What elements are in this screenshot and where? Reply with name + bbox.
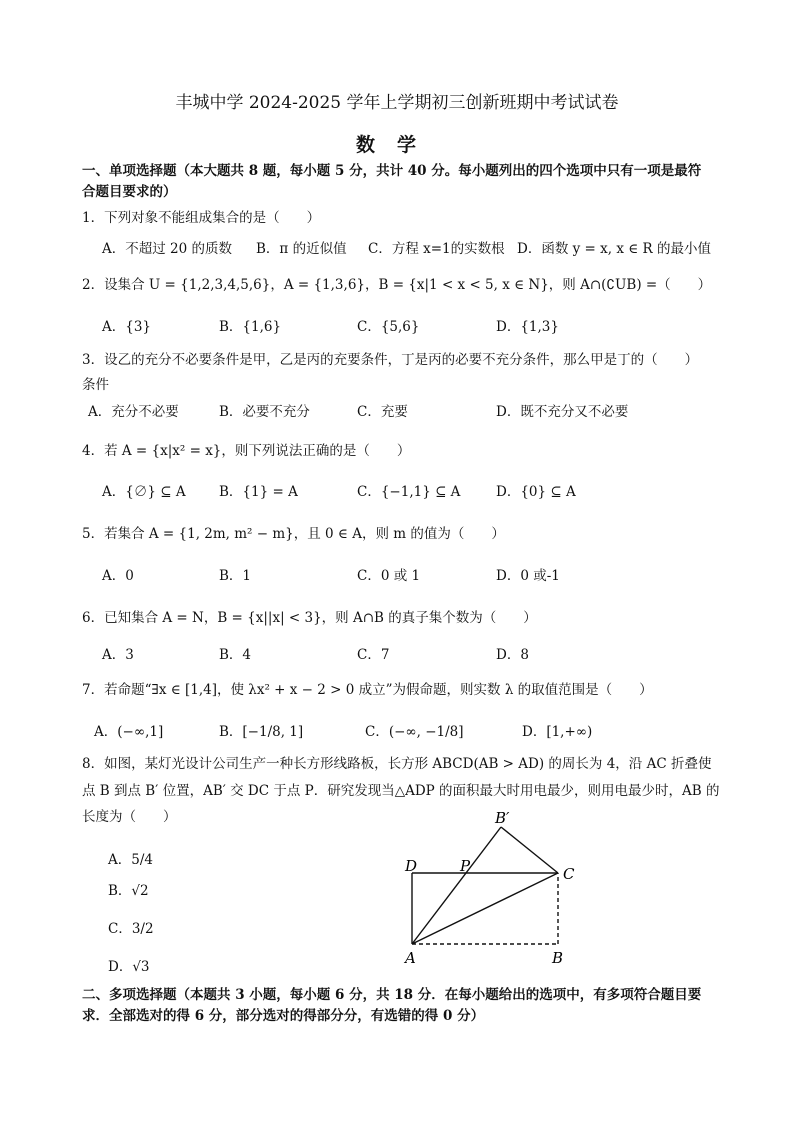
q8-figure-label-p: P xyxy=(460,857,471,875)
q6-option-d: D．8 xyxy=(496,647,529,663)
q3-stem-line2: 条件 xyxy=(82,377,109,393)
q3-stem-line1: 3．设乙的充分不必要条件是甲，乙是丙的充要条件，丁是丙的必要不充分条件，那么甲是丁的（ ） xyxy=(82,352,699,368)
q7-option-a: A．(−∞,1] xyxy=(94,724,164,740)
section2-heading-line1: 二、多项选择题（本题共 3 小题，每小题 6 分，共 18 分．在每小题给出的选项中，有多项符合题目要 xyxy=(82,987,702,1003)
q6-option-c: C．7 xyxy=(357,647,390,663)
q8-option-a: A．5/4 xyxy=(108,852,153,868)
q5-option-b: B．1 xyxy=(219,568,252,584)
q7-stem: 7．若命题“∃x ∈ [1,4]，使 λx² + x − 2 > 0 成立”为假命题，则实数 λ 的取值范围是（ ） xyxy=(82,682,653,698)
q8-figure-edge-abprime xyxy=(412,827,501,944)
q8-figure-diagram xyxy=(395,808,615,978)
q5-option-a: A．0 xyxy=(102,568,134,584)
section2-heading-line2: 求．全部选对的得 6 分，部分选对的得部分分，有选错的得 0 分） xyxy=(82,1008,485,1024)
q8-stem-line1: 8．如图，某灯光设计公司生产一种长方形线路板，长方形 ABCD(AB > AD) 的周长为 4，沿 AC 折叠使 xyxy=(82,756,712,772)
q2-option-b: B．{1,6} xyxy=(219,319,282,335)
q3-option-b: B．必要不充分 xyxy=(219,404,310,420)
q8-figure-label-d: D xyxy=(405,857,418,875)
q4-option-d: D．{0} ⊆ A xyxy=(496,484,576,500)
q4-option-a: A．{∅} ⊆ A xyxy=(102,484,186,500)
q4-stem: 4．若 A = {x|x² = x}，则下列说法正确的是（ ） xyxy=(82,443,411,459)
q8-figure-label-b: B xyxy=(552,949,564,967)
q2-stem: 2．设集合 U = {1,2,3,4,5,6}，A = {1,3,6}，B = {x|1 < x < 5, x ∈ N}，则 A∩(∁UB) =（ ） xyxy=(82,277,712,293)
q6-option-a: A．3 xyxy=(102,647,134,663)
q4-option-c: C．{−1,1} ⊆ A xyxy=(357,484,461,500)
q8-stem-line2: 点 B 到点 B′ 位置，AB′ 交 DC 于点 P．研究发现当△ADP 的面积最大时用电最少，则用电最少时，AB 的 xyxy=(82,783,720,799)
q8-figure-label-c: C xyxy=(563,865,575,883)
subject-title: 数学 xyxy=(355,134,438,156)
q2-option-a: A．{3} xyxy=(102,319,152,335)
q8-figure-label-a: A xyxy=(405,949,416,967)
q2-option-c: C．{5,6} xyxy=(357,319,420,335)
q3-option-d: D．既不充分又不必要 xyxy=(496,404,629,420)
section1-heading-line2: 合题目要求的） xyxy=(82,184,177,200)
q5-stem: 5．若集合 A = {1, 2m, m² − m}，且 0 ∈ A，则 m 的值为（ ） xyxy=(82,526,505,542)
q3-option-c: C．充要 xyxy=(357,404,408,420)
q5-option-c: C．0 或 1 xyxy=(357,568,421,584)
q6-option-b: B．4 xyxy=(219,647,252,663)
q1-option-c: C．方程 x=1的实数根 xyxy=(368,241,505,257)
q8-stem-line3: 长度为（ ） xyxy=(82,809,177,825)
q3-option-a: A．充分不必要 xyxy=(88,404,179,420)
q8-option-d: D．√3 xyxy=(108,959,150,975)
q1-option-d: D．函数 y = x, x ∈ R 的最小值 xyxy=(517,241,711,257)
q7-option-b: B．[−1/8, 1] xyxy=(219,724,304,740)
q4-option-b: B．{1} = A xyxy=(219,484,298,500)
section1-heading-line1: 一、单项选择题（本大题共 8 题，每小题 5 分，共计 40 分。每小题列出的四个选项中只有一项是最符 xyxy=(82,163,702,179)
q1-option-b: B．π 的近似值 xyxy=(256,241,347,257)
q1-stem: 1．下列对象不能组成集合的是（ ） xyxy=(82,210,321,226)
q8-figure-label-bprime: B′ xyxy=(495,809,510,827)
q5-option-d: D．0 或-1 xyxy=(496,568,560,584)
q1-option-a: A．不超过 20 的质数 xyxy=(102,241,233,257)
q7-option-c: C．(−∞, −1/8] xyxy=(365,724,464,740)
q8-figure-diagonal-ac xyxy=(412,873,558,944)
q8-option-b: B．√2 xyxy=(108,883,149,899)
q8-figure-edge-bprimec xyxy=(501,827,558,873)
q7-option-d: D．[1,+∞) xyxy=(522,724,593,740)
q8-option-c: C．3/2 xyxy=(108,921,154,937)
q2-option-d: D．{1,3} xyxy=(496,319,559,335)
exam-title: 丰城中学 2024-2025 学年上学期初三创新班期中考试试卷 xyxy=(175,93,619,113)
q6-stem: 6．已知集合 A = N，B = {x||x| < 3}，则 A∩B 的真子集个数为（ ） xyxy=(82,610,537,626)
